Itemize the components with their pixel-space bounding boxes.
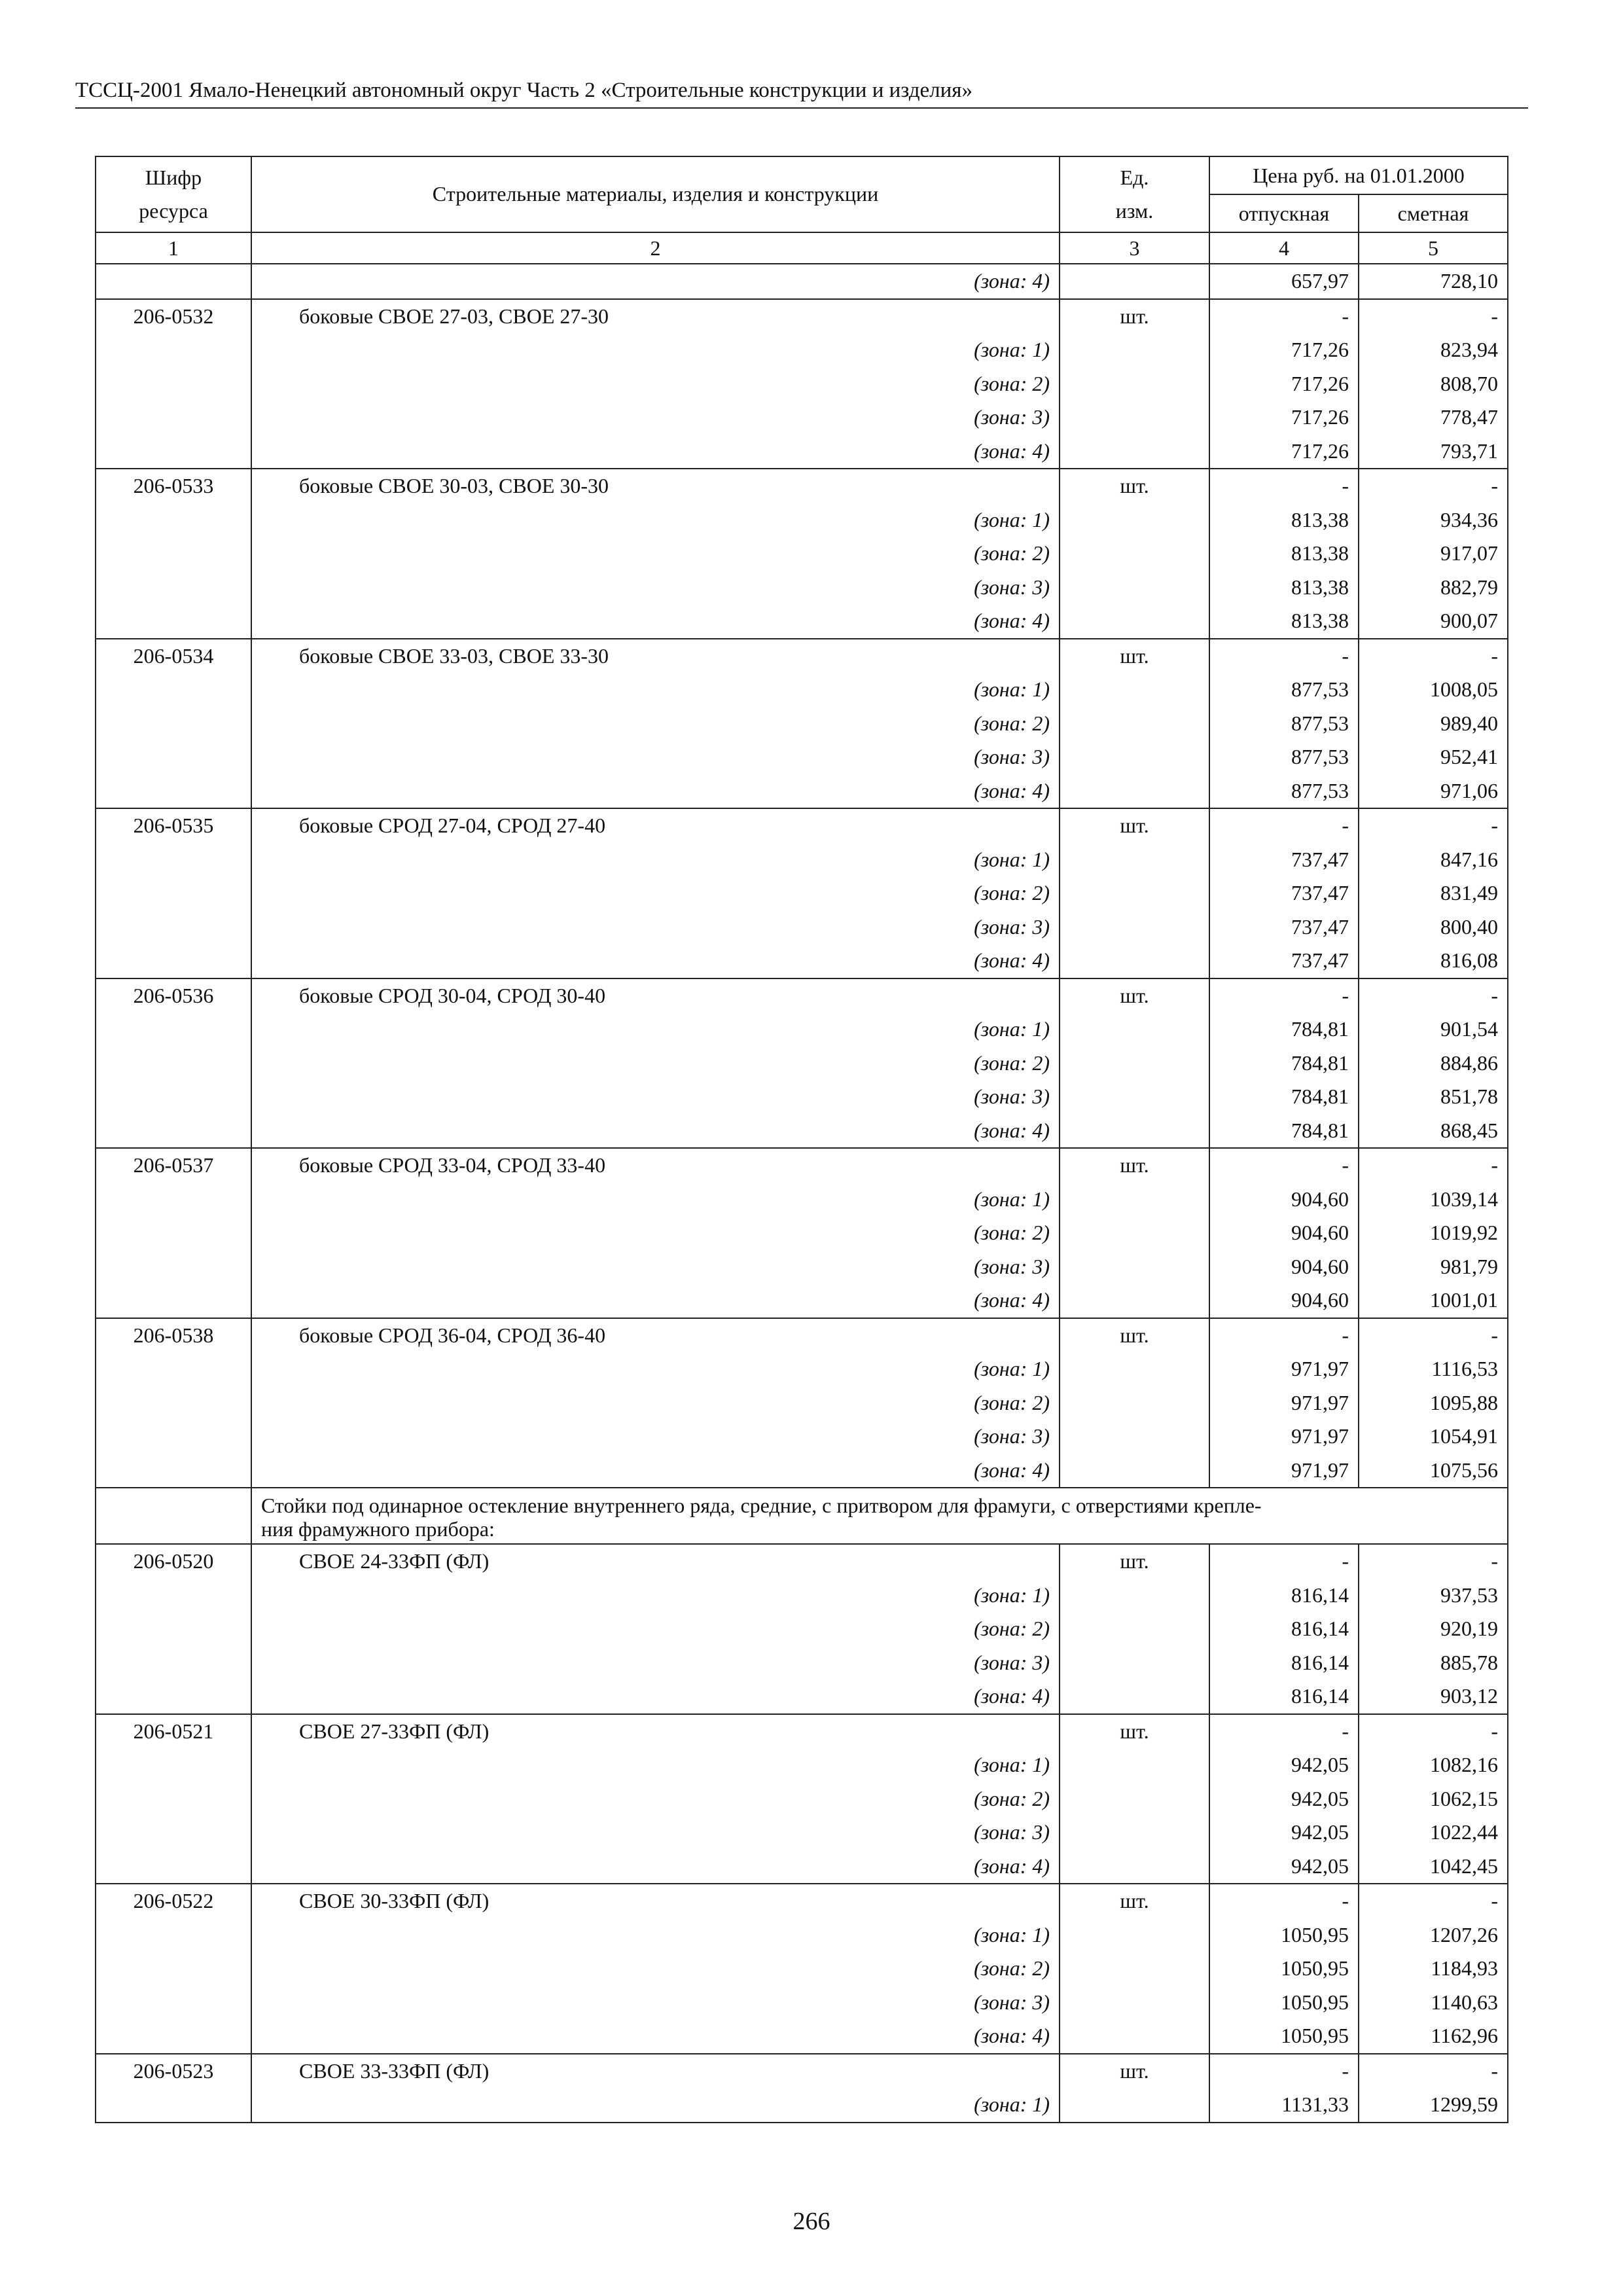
estimate-price-head: - bbox=[1491, 474, 1498, 497]
price-table bbox=[95, 156, 1508, 2123]
release-price bbox=[1209, 469, 1359, 639]
release-price-head: - bbox=[1342, 2058, 1349, 2083]
release-price-value: 942,05 bbox=[1291, 1820, 1349, 1844]
estimate-price-value: 1184,93 bbox=[1431, 1956, 1498, 1980]
resource-title: боковые СРОД 36-04, СРОД 36-40 bbox=[299, 1323, 606, 1347]
resource-row bbox=[96, 1544, 1508, 1714]
estimate-price-value: 1140,63 bbox=[1431, 1990, 1498, 2014]
release-price-value: 813,38 bbox=[1291, 507, 1349, 531]
continuation-row bbox=[96, 264, 1508, 299]
resource-code: 206-0537 bbox=[96, 1148, 251, 1318]
zone-label: (зона: 1) bbox=[974, 1583, 1050, 1607]
zone-label: (зона: 2) bbox=[974, 541, 1050, 565]
resource-title: боковые СВОЕ 30-03, СВОЕ 30-30 bbox=[299, 474, 609, 497]
estimate-price-value: 1054,91 bbox=[1430, 1424, 1498, 1448]
release-price-head: - bbox=[1342, 643, 1349, 668]
resource-title: СВОЕ 33-33ФП (ФЛ) bbox=[299, 2058, 490, 2083]
resource-name bbox=[251, 2054, 1060, 2123]
zone-label: (зона: 4) bbox=[974, 1118, 1050, 1142]
estimate-price-value: 1116,53 bbox=[1431, 1357, 1498, 1380]
zone-label: (зона: 4) bbox=[974, 609, 1050, 632]
release-price-value: 877,53 bbox=[1291, 778, 1349, 802]
estimate-price-value: 981,79 bbox=[1440, 1254, 1498, 1278]
resource-name bbox=[251, 1544, 1060, 1714]
zone-label: (зона: 4) bbox=[974, 2024, 1050, 2047]
estimate-price-head: - bbox=[1491, 1549, 1498, 1573]
estimate-price-head: - bbox=[1491, 1889, 1498, 1912]
zone-label: (зона: 2) bbox=[974, 1221, 1050, 1244]
release-price-value: 784,81 bbox=[1291, 1118, 1349, 1142]
estimate-price bbox=[1359, 469, 1508, 639]
estimate-price-value: 885,78 bbox=[1440, 1650, 1498, 1674]
estimate-price-head: - bbox=[1491, 304, 1498, 328]
resource-code: 206-0536 bbox=[96, 978, 251, 1149]
zone-label: (зона: 3) bbox=[974, 914, 1050, 939]
continuation-unit bbox=[1060, 264, 1209, 299]
release-price-value: 816,14 bbox=[1291, 1617, 1349, 1640]
release-price-value: 1131,33 bbox=[1281, 2092, 1349, 2116]
zone-label: (зона: 3) bbox=[974, 1254, 1050, 1278]
column-numbers-row bbox=[96, 232, 1508, 264]
estimate-price bbox=[1359, 1544, 1508, 1714]
estimate-price bbox=[1359, 639, 1508, 809]
col-number-2: 2 bbox=[251, 232, 1060, 264]
zone-label: (зона: 1) bbox=[974, 677, 1050, 701]
resource-name bbox=[251, 1148, 1060, 1318]
estimate-price-value: 1019,92 bbox=[1430, 1221, 1498, 1244]
release-price bbox=[1209, 1884, 1359, 2054]
release-price-value: 971,97 bbox=[1291, 1357, 1349, 1380]
release-price-value: 717,26 bbox=[1291, 371, 1349, 395]
zone-label: (зона: 4) bbox=[974, 778, 1050, 802]
resource-row bbox=[96, 639, 1508, 809]
resource-unit: шт. bbox=[1060, 1714, 1209, 1884]
estimate-price-value: 917,07 bbox=[1440, 541, 1498, 565]
col-header-code-line2: ресурса bbox=[139, 199, 208, 223]
release-price-value: 877,53 bbox=[1291, 677, 1349, 701]
release-price-value: 816,14 bbox=[1291, 1650, 1349, 1674]
col-header-code bbox=[96, 156, 251, 232]
estimate-price bbox=[1359, 2054, 1508, 2123]
resource-name bbox=[251, 299, 1060, 469]
release-price-value: 784,81 bbox=[1291, 1050, 1349, 1075]
release-price-value: 784,81 bbox=[1291, 1017, 1349, 1041]
release-price-value: 813,38 bbox=[1291, 609, 1349, 632]
running-header: ТССЦ-2001 Ямало-Ненецкий автономный округ Часть 2 «Строительные конструкции и изделия» bbox=[75, 79, 972, 102]
zone-label: (зона: 2) bbox=[974, 371, 1050, 395]
resource-unit: шт. bbox=[1060, 639, 1209, 809]
release-price-head: - bbox=[1342, 1549, 1349, 1573]
estimate-price-value: 808,70 bbox=[1440, 371, 1498, 395]
col-header-code-line1: Шифр bbox=[145, 165, 202, 189]
resource-code: 206-0523 bbox=[96, 2054, 251, 2123]
estimate-price-head: - bbox=[1491, 1323, 1498, 1347]
resource-title: боковые СРОД 27-04, СРОД 27-40 bbox=[299, 814, 606, 837]
resource-row bbox=[96, 1884, 1508, 2054]
estimate-price-value: 851,78 bbox=[1440, 1085, 1498, 1108]
section-heading-line: ния фрамужного прибора: bbox=[261, 1517, 495, 1541]
estimate-price-value: 1095,88 bbox=[1430, 1390, 1498, 1414]
zone-label: (зона: 3) bbox=[974, 575, 1050, 599]
release-price-value: 942,05 bbox=[1291, 1753, 1349, 1776]
estimate-price bbox=[1359, 1714, 1508, 1884]
resource-title: боковые СРОД 30-04, СРОД 30-40 bbox=[299, 983, 606, 1007]
release-price bbox=[1209, 299, 1359, 469]
zone-label: (зона: 3) bbox=[974, 1820, 1050, 1844]
col-number-1: 1 bbox=[96, 232, 251, 264]
zone-label: (зона: 4) bbox=[974, 269, 1050, 293]
zone-label: (зона: 3) bbox=[974, 1650, 1050, 1674]
release-price-value: 1050,95 bbox=[1281, 1990, 1349, 2014]
resource-code: 206-0533 bbox=[96, 469, 251, 639]
zone-label: (зона: 1) bbox=[974, 338, 1050, 361]
zone-label: (зона: 4) bbox=[974, 1854, 1050, 1878]
page-number: 266 bbox=[793, 2208, 830, 2235]
resource-code: 206-0535 bbox=[96, 808, 251, 978]
release-price-value: 1050,95 bbox=[1281, 1922, 1349, 1946]
zone-label: (зона: 3) bbox=[974, 1085, 1050, 1108]
estimate-price-value: 1162,96 bbox=[1431, 2024, 1498, 2047]
continuation-name bbox=[251, 264, 1060, 299]
zone-label: (зона: 2) bbox=[974, 881, 1050, 905]
release-price-value: 971,97 bbox=[1291, 1390, 1349, 1414]
resource-unit: шт. bbox=[1060, 299, 1209, 469]
release-price-head: - bbox=[1342, 814, 1349, 837]
release-price-value: 813,38 bbox=[1291, 575, 1349, 599]
section-empty-cell bbox=[96, 1488, 251, 1544]
zone-label: (зона: 3) bbox=[974, 1424, 1050, 1448]
resource-name bbox=[251, 808, 1060, 978]
zone-label: (зона: 4) bbox=[974, 439, 1050, 463]
section-heading bbox=[251, 1488, 1508, 1544]
estimate-price-value: 903,12 bbox=[1440, 1684, 1498, 1708]
resource-title: СВОЕ 24-33ФП (ФЛ) bbox=[299, 1549, 490, 1573]
resource-unit: шт. bbox=[1060, 1884, 1209, 2054]
estimate-price-value: 1062,15 bbox=[1430, 1786, 1498, 1810]
zone-label: (зона: 1) bbox=[974, 1357, 1050, 1380]
estimate-price-value: 1299,59 bbox=[1430, 2092, 1498, 2116]
resource-row bbox=[96, 299, 1508, 469]
estimate-price-value: 1042,45 bbox=[1430, 1854, 1498, 1878]
estimate-price bbox=[1359, 808, 1508, 978]
zone-label: (зона: 3) bbox=[974, 405, 1050, 429]
resource-row bbox=[96, 469, 1508, 639]
estimate-price-value: 1082,16 bbox=[1430, 1753, 1498, 1776]
resource-code: 206-0532 bbox=[96, 299, 251, 469]
resource-code: 206-0522 bbox=[96, 1884, 251, 2054]
resource-name bbox=[251, 469, 1060, 639]
resource-unit: шт. bbox=[1060, 808, 1209, 978]
zone-label: (зона: 1) bbox=[974, 1187, 1050, 1211]
release-price bbox=[1209, 1148, 1359, 1318]
zone-label: (зона: 2) bbox=[974, 1390, 1050, 1414]
release-price-value: 737,47 bbox=[1291, 847, 1349, 871]
release-price-head: - bbox=[1342, 1323, 1349, 1347]
release-price-value: 717,26 bbox=[1291, 338, 1349, 361]
resource-row bbox=[96, 1714, 1508, 1884]
estimate-price-value: 884,86 bbox=[1440, 1050, 1498, 1075]
estimate-price-head: - bbox=[1491, 643, 1498, 668]
resource-name bbox=[251, 1884, 1060, 2054]
release-price-value: 737,47 bbox=[1291, 948, 1349, 972]
release-price-head: - bbox=[1342, 304, 1349, 328]
col-header-unit bbox=[1060, 156, 1209, 232]
estimate-price-value: 1022,44 bbox=[1430, 1820, 1498, 1844]
resource-unit: шт. bbox=[1060, 978, 1209, 1149]
resource-row bbox=[96, 1148, 1508, 1318]
release-price-value: 904,60 bbox=[1291, 1187, 1349, 1211]
resource-name bbox=[251, 639, 1060, 809]
release-price-value: 1050,95 bbox=[1281, 1956, 1349, 1980]
zone-label: (зона: 2) bbox=[974, 1956, 1050, 1980]
release-price-value: 971,97 bbox=[1291, 1458, 1349, 1482]
resource-row bbox=[96, 1318, 1508, 1488]
col-header-unit-line2: изм. bbox=[1115, 199, 1154, 223]
zone-label: (зона: 3) bbox=[974, 1990, 1050, 2014]
zone-label: (зона: 1) bbox=[974, 1017, 1050, 1041]
zone-label: (зона: 1) bbox=[974, 1922, 1050, 1946]
estimate-price-value: 1001,01 bbox=[1430, 1288, 1498, 1312]
estimate-price-value: 823,94 bbox=[1440, 338, 1498, 361]
resource-code: 206-0520 bbox=[96, 1544, 251, 1714]
release-price bbox=[1209, 2054, 1359, 2123]
estimate-price-value: 1039,14 bbox=[1430, 1187, 1498, 1211]
release-price bbox=[1209, 1544, 1359, 1714]
estimate-price bbox=[1359, 1884, 1508, 2054]
continuation-estimate: 728,10 bbox=[1359, 264, 1508, 299]
section-heading-line: Стойки под одинарное остекление внутреннего ряда, средние, с притвором для фрамуги, с отверстиями крепле- bbox=[261, 1494, 1262, 1517]
col-number-4: 4 bbox=[1209, 232, 1359, 264]
resource-row bbox=[96, 2054, 1508, 2123]
zone-label: (зона: 2) bbox=[974, 1786, 1050, 1810]
estimate-price-value: 934,36 bbox=[1440, 507, 1498, 531]
estimate-price-value: 800,40 bbox=[1440, 914, 1498, 939]
zone-label: (зона: 4) bbox=[974, 1684, 1050, 1708]
section-row bbox=[96, 1488, 1508, 1544]
estimate-price-value: 901,54 bbox=[1440, 1017, 1498, 1041]
estimate-price-head: - bbox=[1491, 983, 1498, 1007]
zone-label: (зона: 1) bbox=[974, 507, 1050, 531]
estimate-price bbox=[1359, 299, 1508, 469]
estimate-price-value: 816,08 bbox=[1440, 948, 1498, 972]
estimate-price-value: 793,71 bbox=[1440, 439, 1498, 463]
release-price bbox=[1209, 639, 1359, 809]
release-price-head: - bbox=[1342, 983, 1349, 1007]
col-number-3: 3 bbox=[1060, 232, 1209, 264]
release-price-value: 942,05 bbox=[1291, 1786, 1349, 1810]
resource-name bbox=[251, 1714, 1060, 1884]
col-header-unit-line1: Ед. bbox=[1120, 165, 1149, 189]
resource-code: 206-0521 bbox=[96, 1714, 251, 1884]
release-price-value: 904,60 bbox=[1291, 1254, 1349, 1278]
estimate-price-value: 900,07 bbox=[1440, 609, 1498, 632]
release-price-head: - bbox=[1342, 474, 1349, 497]
estimate-price-value: 971,06 bbox=[1440, 778, 1498, 802]
estimate-price bbox=[1359, 1148, 1508, 1318]
release-price bbox=[1209, 1714, 1359, 1884]
resource-code: 206-0538 bbox=[96, 1318, 251, 1488]
resource-unit: шт. bbox=[1060, 1148, 1209, 1318]
estimate-price-value: 847,16 bbox=[1440, 847, 1498, 871]
resource-name bbox=[251, 978, 1060, 1149]
release-price-value: 717,26 bbox=[1291, 405, 1349, 429]
estimate-price-head: - bbox=[1491, 2058, 1498, 2083]
estimate-price-value: 868,45 bbox=[1440, 1118, 1498, 1142]
zone-label: (зона: 3) bbox=[974, 745, 1050, 768]
release-price-value: 877,53 bbox=[1291, 711, 1349, 735]
zone-label: (зона: 2) bbox=[974, 1050, 1050, 1075]
resource-title: СВОЕ 30-33ФП (ФЛ) bbox=[299, 1889, 490, 1912]
estimate-price-value: 952,41 bbox=[1440, 745, 1498, 768]
resource-name bbox=[251, 1318, 1060, 1488]
resource-unit: шт. bbox=[1060, 1318, 1209, 1488]
release-price-value: 971,97 bbox=[1291, 1424, 1349, 1448]
header-rule bbox=[75, 107, 1528, 109]
continuation-code bbox=[96, 264, 251, 299]
resource-title: СВОЕ 27-33ФП (ФЛ) bbox=[299, 1719, 490, 1743]
estimate-price-value: 1008,05 bbox=[1430, 677, 1498, 701]
estimate-price-head: - bbox=[1491, 1153, 1498, 1177]
resource-unit: шт. bbox=[1060, 469, 1209, 639]
col-header-price: Цена руб. на 01.01.2000 bbox=[1209, 156, 1508, 194]
estimate-price-value: 1207,26 bbox=[1430, 1922, 1498, 1946]
release-price-head: - bbox=[1342, 1719, 1349, 1743]
resource-title: боковые СРОД 33-04, СРОД 33-40 bbox=[299, 1153, 606, 1177]
col-number-5: 5 bbox=[1359, 232, 1508, 264]
estimate-price bbox=[1359, 1318, 1508, 1488]
release-price-value: 1050,95 bbox=[1281, 2024, 1349, 2047]
zone-label: (зона: 4) bbox=[974, 1288, 1050, 1312]
resource-title: боковые СВОЕ 27-03, СВОЕ 27-30 bbox=[299, 304, 609, 328]
release-price-value: 737,47 bbox=[1291, 914, 1349, 939]
estimate-price-head: - bbox=[1491, 1719, 1498, 1743]
release-price bbox=[1209, 1318, 1359, 1488]
col-header-name: Строительные материалы, изделия и конструкции bbox=[251, 156, 1060, 232]
estimate-price-value: 778,47 bbox=[1440, 405, 1498, 429]
zone-label: (зона: 1) bbox=[974, 1753, 1050, 1776]
estimate-price bbox=[1359, 978, 1508, 1149]
zone-label: (зона: 2) bbox=[974, 711, 1050, 735]
estimate-price-value: 937,53 bbox=[1440, 1583, 1498, 1607]
resource-title: боковые СВОЕ 33-03, СВОЕ 33-30 bbox=[299, 643, 609, 668]
release-price-value: 877,53 bbox=[1291, 745, 1349, 768]
estimate-price-value: 989,40 bbox=[1440, 711, 1498, 735]
estimate-price-value: 920,19 bbox=[1440, 1617, 1498, 1640]
zone-label: (зона: 2) bbox=[974, 1617, 1050, 1640]
resource-row bbox=[96, 978, 1508, 1149]
zone-label: (зона: 4) bbox=[974, 948, 1050, 972]
header-row-1 bbox=[96, 156, 1508, 194]
zone-label: (зона: 1) bbox=[974, 2092, 1050, 2116]
estimate-price-head: - bbox=[1491, 814, 1498, 837]
release-price-value: 737,47 bbox=[1291, 881, 1349, 905]
release-price-value: 717,26 bbox=[1291, 439, 1349, 463]
release-price-value: 813,38 bbox=[1291, 541, 1349, 565]
resource-unit: шт. bbox=[1060, 1544, 1209, 1714]
col-header-release: отпускная bbox=[1209, 194, 1359, 232]
release-price-value: 816,14 bbox=[1291, 1684, 1349, 1708]
release-price-head: - bbox=[1342, 1889, 1349, 1912]
col-header-estimate: сметная bbox=[1359, 194, 1508, 232]
release-price-value: 904,60 bbox=[1291, 1221, 1349, 1244]
release-price-value: 816,14 bbox=[1291, 1583, 1349, 1607]
release-price-value: 784,81 bbox=[1291, 1085, 1349, 1108]
estimate-price-value: 831,49 bbox=[1440, 881, 1498, 905]
release-price bbox=[1209, 978, 1359, 1149]
release-price bbox=[1209, 808, 1359, 978]
zone-label: (зона: 1) bbox=[974, 847, 1050, 871]
resource-row bbox=[96, 808, 1508, 978]
resource-code: 206-0534 bbox=[96, 639, 251, 809]
release-price-head: - bbox=[1342, 1153, 1349, 1177]
release-price-value: 942,05 bbox=[1291, 1854, 1349, 1878]
estimate-price-value: 882,79 bbox=[1440, 575, 1498, 599]
release-price-value: 904,60 bbox=[1291, 1288, 1349, 1312]
estimate-price-value: 1075,56 bbox=[1430, 1458, 1498, 1482]
resource-unit: шт. bbox=[1060, 2054, 1209, 2123]
price-table-body bbox=[96, 156, 1508, 2123]
continuation-release: 657,97 bbox=[1209, 264, 1359, 299]
zone-label: (зона: 4) bbox=[974, 1458, 1050, 1482]
